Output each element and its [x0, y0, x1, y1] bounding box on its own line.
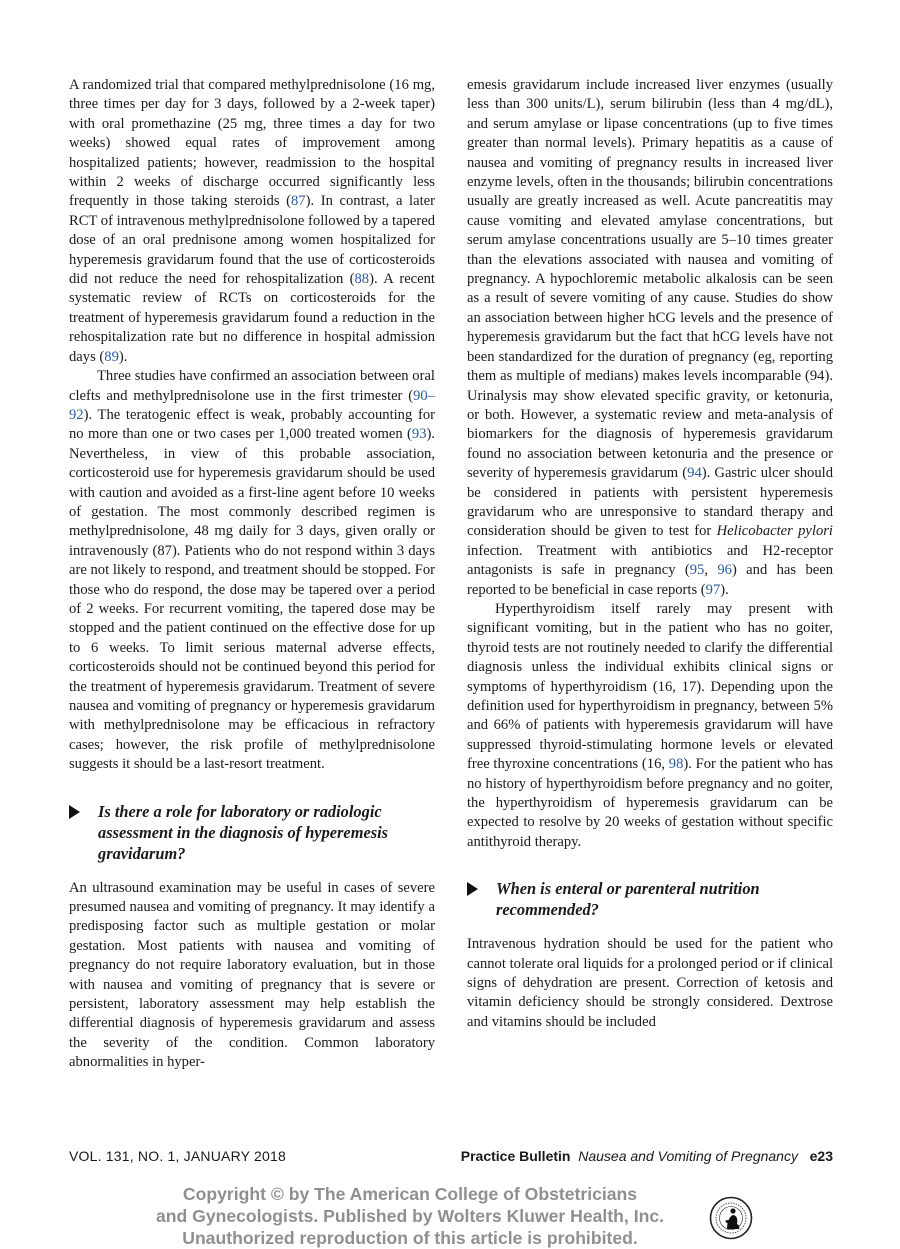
- citation-link[interactable]: 94: [687, 465, 702, 482]
- right-column: [467, 76, 833, 1032]
- journal-issue: VOL. 131, NO. 1, JANUARY 2018: [69, 1148, 286, 1164]
- citation-link[interactable]: 97: [705, 581, 721, 598]
- paragraph: Hyperthyroidism itself rarely may present with significant vomiting, but in the patient who has no goiter, thyroid tests are not routinely needed to clarify the differential diagnosis unless the individual exhibits clinical signs or symptoms of hyperthyroidism (16, 17). Depending upon the definition used for hyperthyroidism in pregnancy, between 5% and 66% of patients with hyperemesis gravidarum will have suppressed thyroid-stimulating hormone levels or elevated free thyroxine concentrations (16, 98). For the patient who has no history of hyperthyroidism before pregnancy and no goiter, the hyperthyroidism of hyperemesis gravidarum can be expected to resolve by 20 weeks of gestation without specific antithyroid therapy.: [467, 600, 833, 850]
- section-heading: [69, 801, 435, 864]
- copyright-line: Unauthorized reproduction of this article is prohibited.: [182, 1228, 638, 1248]
- citation-link[interactable]: 89: [104, 348, 119, 365]
- citation-link[interactable]: 95: [689, 562, 705, 579]
- paragraph: Intravenous hydration should be used for the patient who cannot tolerate oral liquids for a prolonged period or if clinical signs of dehydration are present. Correction of ketosis and vitamin deficiency should be strongly considered. Dextrose and vitamins should be included: [467, 936, 833, 1030]
- citation-link[interactable]: 87: [290, 193, 306, 210]
- copyright-line: and Gynecologists. Published by Wolters Kluwer Health, Inc.: [155, 1206, 665, 1226]
- section-heading-text: Is there a role for laboratory or radiologic assessment in the diagnosis of hyperemesis gravidarum?: [98, 801, 389, 863]
- citation-link[interactable]: 90–92: [69, 387, 435, 423]
- paragraph: Three studies have confirmed an association between oral clefts and methylprednisolone use in the first trimester (90–92). The teratogenic effect is weak, probably accounting for no more than one or two cases per 1,000 treated women (93). Nevertheless, in view of this probable association, corticosteroid use for hyperemesis gravidarum should be used with caution and avoided as a first-line agent before 10 weeks of gestation. The most commonly described regimen is methylprednisolone, 48 mg daily for 3 days, given orally or intravenously (87). Patients who do not respond within 3 days are not likely to respond, and treatment should be stopped. For those who do respond, the dose may be tapered over a period of 2 weeks. For recurrent vomiting, the tapered dose may be stopped and the patient continued on the effective dose for up to 6 weeks. To limit serious maternal adverse effects, corticosteroids should not be continued beyond this period for the treatment of hyperemesis gravidarum. Treatment of severe nausea and vomiting of pregnancy or hyperemesis gravidarum with methylprednisolone may be efficacious in refractory cases; however, the risk profile of methylprednisolone suggests it should be a last-resort treatment.: [69, 368, 435, 773]
- triangle-right-icon: [467, 882, 478, 896]
- paragraph: An ultrasound examination may be useful in cases of severe presumed nausea and vomiting of pregnancy. It may identify a predisposing factor such as multiple gestation or molar gestation. Most patients with nausea and vomiting of pregnancy do not require laboratory evaluation, but in those with nausea and vomiting of pregnancy that is severe or persistent, laboratory assessment may help establish the differential diagnosis of hyperemesis gravidarum and assess the severity of the condition. Common laboratory abnormalities in hyper-: [69, 879, 435, 1071]
- section-heading: [467, 878, 833, 920]
- citation-link[interactable]: 96: [717, 562, 732, 579]
- page-number: e23: [809, 1148, 833, 1164]
- italic-term: Helicobacter pylori: [716, 523, 833, 540]
- triangle-right-icon: [69, 805, 80, 819]
- copyright-notice: [0, 1183, 820, 1249]
- paragraph: emesis gravidarum include increased liver enzymes (usually less than 300 units/L), serum bilirubin (less than 4 mg/dL), and serum amylase or lipase concentrations (up to five times greater than normal levels). Primary hepatitis as a cause of nausea and vomiting of pregnancy results in increased liver enzyme levels, often in the thousands; bilirubin concentrations usually are greatly increased as well. Acute pancreatitis may cause vomiting and elevated amylase concentrations, but serum amylase concentrations usually are 5–10 times greater than the elevations associated with nausea and vomiting of pregnancy. A hypochloremic metabolic alkalosis can be seen as a result of severe vomiting of any cause. Studies do show an association between higher hCG levels and the presence of hyperemesis gravidarum but the fact that hCG levels have not been standardized for the duration of pregnancy (eg, reporting them as multiple of medians) makes levels incomparable (94). Urinalysis may show elevated specific gravity, or ketonuria, or both. However, a systematic review and meta-analysis of biomarkers for the diagnosis of hyperemesis gravidarum found no association between ketonuria and the presence or severity of hyperemesis gravidarum (94). Gastric ulcer should be considered in patients with persistent hyperemesis gravidarum who are unresponsive to standard therapy and consideration should be given to test for Helicobacter pylori infection. Treatment with antibiotics and H2-receptor antagonists is safe in pregnancy (95, 96) and has been reported to be beneficial in case reports (97).: [467, 77, 833, 598]
- bulletin-label: Practice Bulletin: [460, 1148, 571, 1164]
- citation-link[interactable]: 98: [668, 756, 684, 773]
- citation-link[interactable]: 88: [354, 271, 370, 288]
- paragraph: A randomized trial that compared methylprednisolone (16 mg, three times per day for 3 days, followed by a 2-week taper) with oral promethazine (25 mg, three times a day for two weeks) showed equal rates of improvement among hospitalized patients; however, readmission to the hospital within 2 weeks of discharge occurred significantly less frequently in those taking steroids (87). In contrast, a later RCT of intravenous methylprednisolone followed by a tapered dose of an oral prednisone among women hospitalized for hyperemesis gravidarum found that the use of corticosteroids did not reduce the need for rehospitalization (88). A recent systematic review of RCTs on corticosteroids for the treatment of hyperemesis gravidarum found a reduction in the rehospitalization rate but no difference in hospital admission days (89).: [69, 77, 435, 365]
- section-heading-text: When is enteral or parenteral nutrition recommended?: [496, 879, 760, 920]
- article-topic: Nausea and Vomiting of Pregnancy: [578, 1148, 798, 1164]
- acog-seal-logo: [709, 1196, 753, 1240]
- left-column: [69, 76, 435, 1073]
- copyright-line: Copyright © by The American College of Obstetricians: [182, 1184, 638, 1204]
- running-footer: [461, 1148, 833, 1164]
- citation-link[interactable]: 93: [411, 426, 427, 443]
